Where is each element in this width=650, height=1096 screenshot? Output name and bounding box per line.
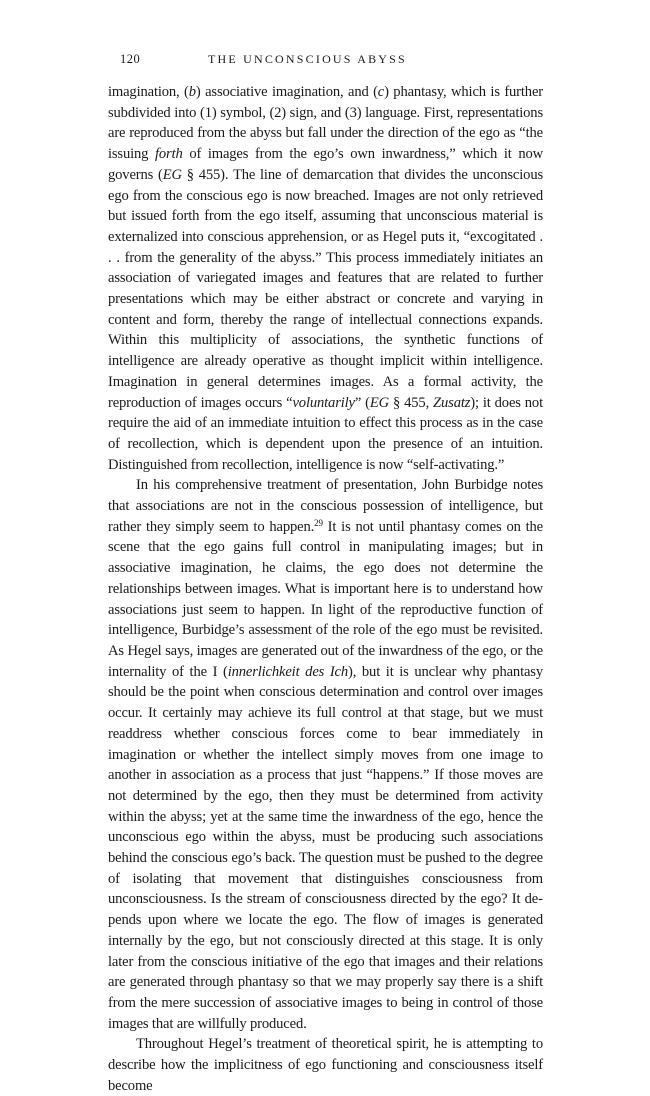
- text-run: In his comprehensive treatment of presentation, John Burbidge notes that associations are not in the conscious possession of intelligence, but rather they simply seem to happen.: [108, 477, 543, 535]
- page-number: 120: [120, 52, 141, 66]
- italic-text: voluntarily: [292, 394, 355, 411]
- body-text: [108, 82, 543, 1096]
- italic-text: Zusatz: [433, 394, 471, 411]
- italic-text: EG: [369, 394, 390, 411]
- text-run: § 455,: [389, 394, 434, 411]
- italic-text: innerlichkeit des Ich: [227, 663, 349, 680]
- text-run: Throughout Hegel’s treatment of theoretical spirit, he is attempting to describe how the implicitness of ego functioning and consciousness itself become: [108, 1036, 543, 1094]
- text-run: ) associative imagination, and (: [195, 84, 378, 100]
- paragraph: [108, 1034, 543, 1096]
- footnote-reference: 29: [314, 517, 323, 528]
- book-page: [108, 52, 543, 1096]
- text-run: ), but it is unclear why phantasy should be the point when conscious determination and control over images occur. It certainly may achieve its full control at that stage, but we must readdress whether conscious forces come to bear immediately in imagination or whether the intellect simply moves from one image to another in association as a process that just “happens.” If those moves are not determined by the ego, then they must be determined from activity within the abyss; yet at the same time the inwardness of the ego, hence the unconscious ego within the abyss, must be producing such associations behind the conscious ego’s back. The question must be pushed to the degree of isolating that movement that distinguishes consciousness from unconsciousness. Is the stream of consciousness directed by the ego? It depends upon where we locate the ego. The flow of images is generated internally by the ego, but not consciously directed at this stage. It is only later from the conscious initiative of the ego that images and their relations are generated through phantasy so that we may properly say there is a shift from the mere succession of associative images to being in control of those images that are willfully produced.: [108, 663, 543, 1032]
- italic-text: b: [188, 84, 196, 100]
- paragraph: [108, 82, 543, 475]
- text-run: ) phantasy, which is further subdivided into (1) symbol, (2) sign, and (3) language. First, representations are reproduced from the abyss but fall under the direction of the ego as “the issuing: [108, 84, 543, 163]
- text-run: of images from the ego’s own inwardness,” which it now governs (: [108, 146, 543, 183]
- text-run: ); it does not require the aid of an immediate intuition to effect this process as in the case of recollection, which is dependent upon the presence of an intuition. Distinguished from recollection, intelligence is now “self-activating.”: [108, 394, 543, 473]
- running-title: THE UNCONSCIOUS ABYSS: [208, 52, 407, 66]
- text-run: ” (: [354, 394, 370, 411]
- text-run: § 455). The line of demarcation that divides the unconscious ego from the conscious ego is now breached. Images are not only retrieved but issued forth from the ego itself, assuming that unconscious material is externalized into conscious apprehension, or as Hegel puts it, “excogitated . . . from the generality of the abyss.” This process immediately initiates an association of variegated images and features that are related to further presentations which may be either abstract or concrete and varying in content and form, thereby the range of intellectual connections expands. Within this multiplicity of associations, the synthetic functions of intelligence are already operative as thought implicit within intelligence. Imagination in general determines images. As a formal activity, the reproduction of images occurs “: [108, 166, 543, 411]
- italic-text: forth: [155, 146, 183, 163]
- italic-text: EG: [162, 166, 182, 183]
- text-run: imagination, (: [108, 84, 189, 100]
- running-header: [108, 52, 543, 72]
- text-run: It is not until phantasy comes on the scene that the ego gains full control in manipulating images; but in associative imagination, he claims, the ego does not determine the relationships between images. What is important here is to understand how associations just seem to happen. In light of the reproductive function of intelligence, Burbidge’s assessment of the role of the ego must be revisited. As Hegel says, images are generated out of the inwardness of the ego, or the internality of the I (: [108, 518, 544, 680]
- paragraph: [108, 475, 543, 1034]
- italic-text: c: [377, 84, 385, 100]
